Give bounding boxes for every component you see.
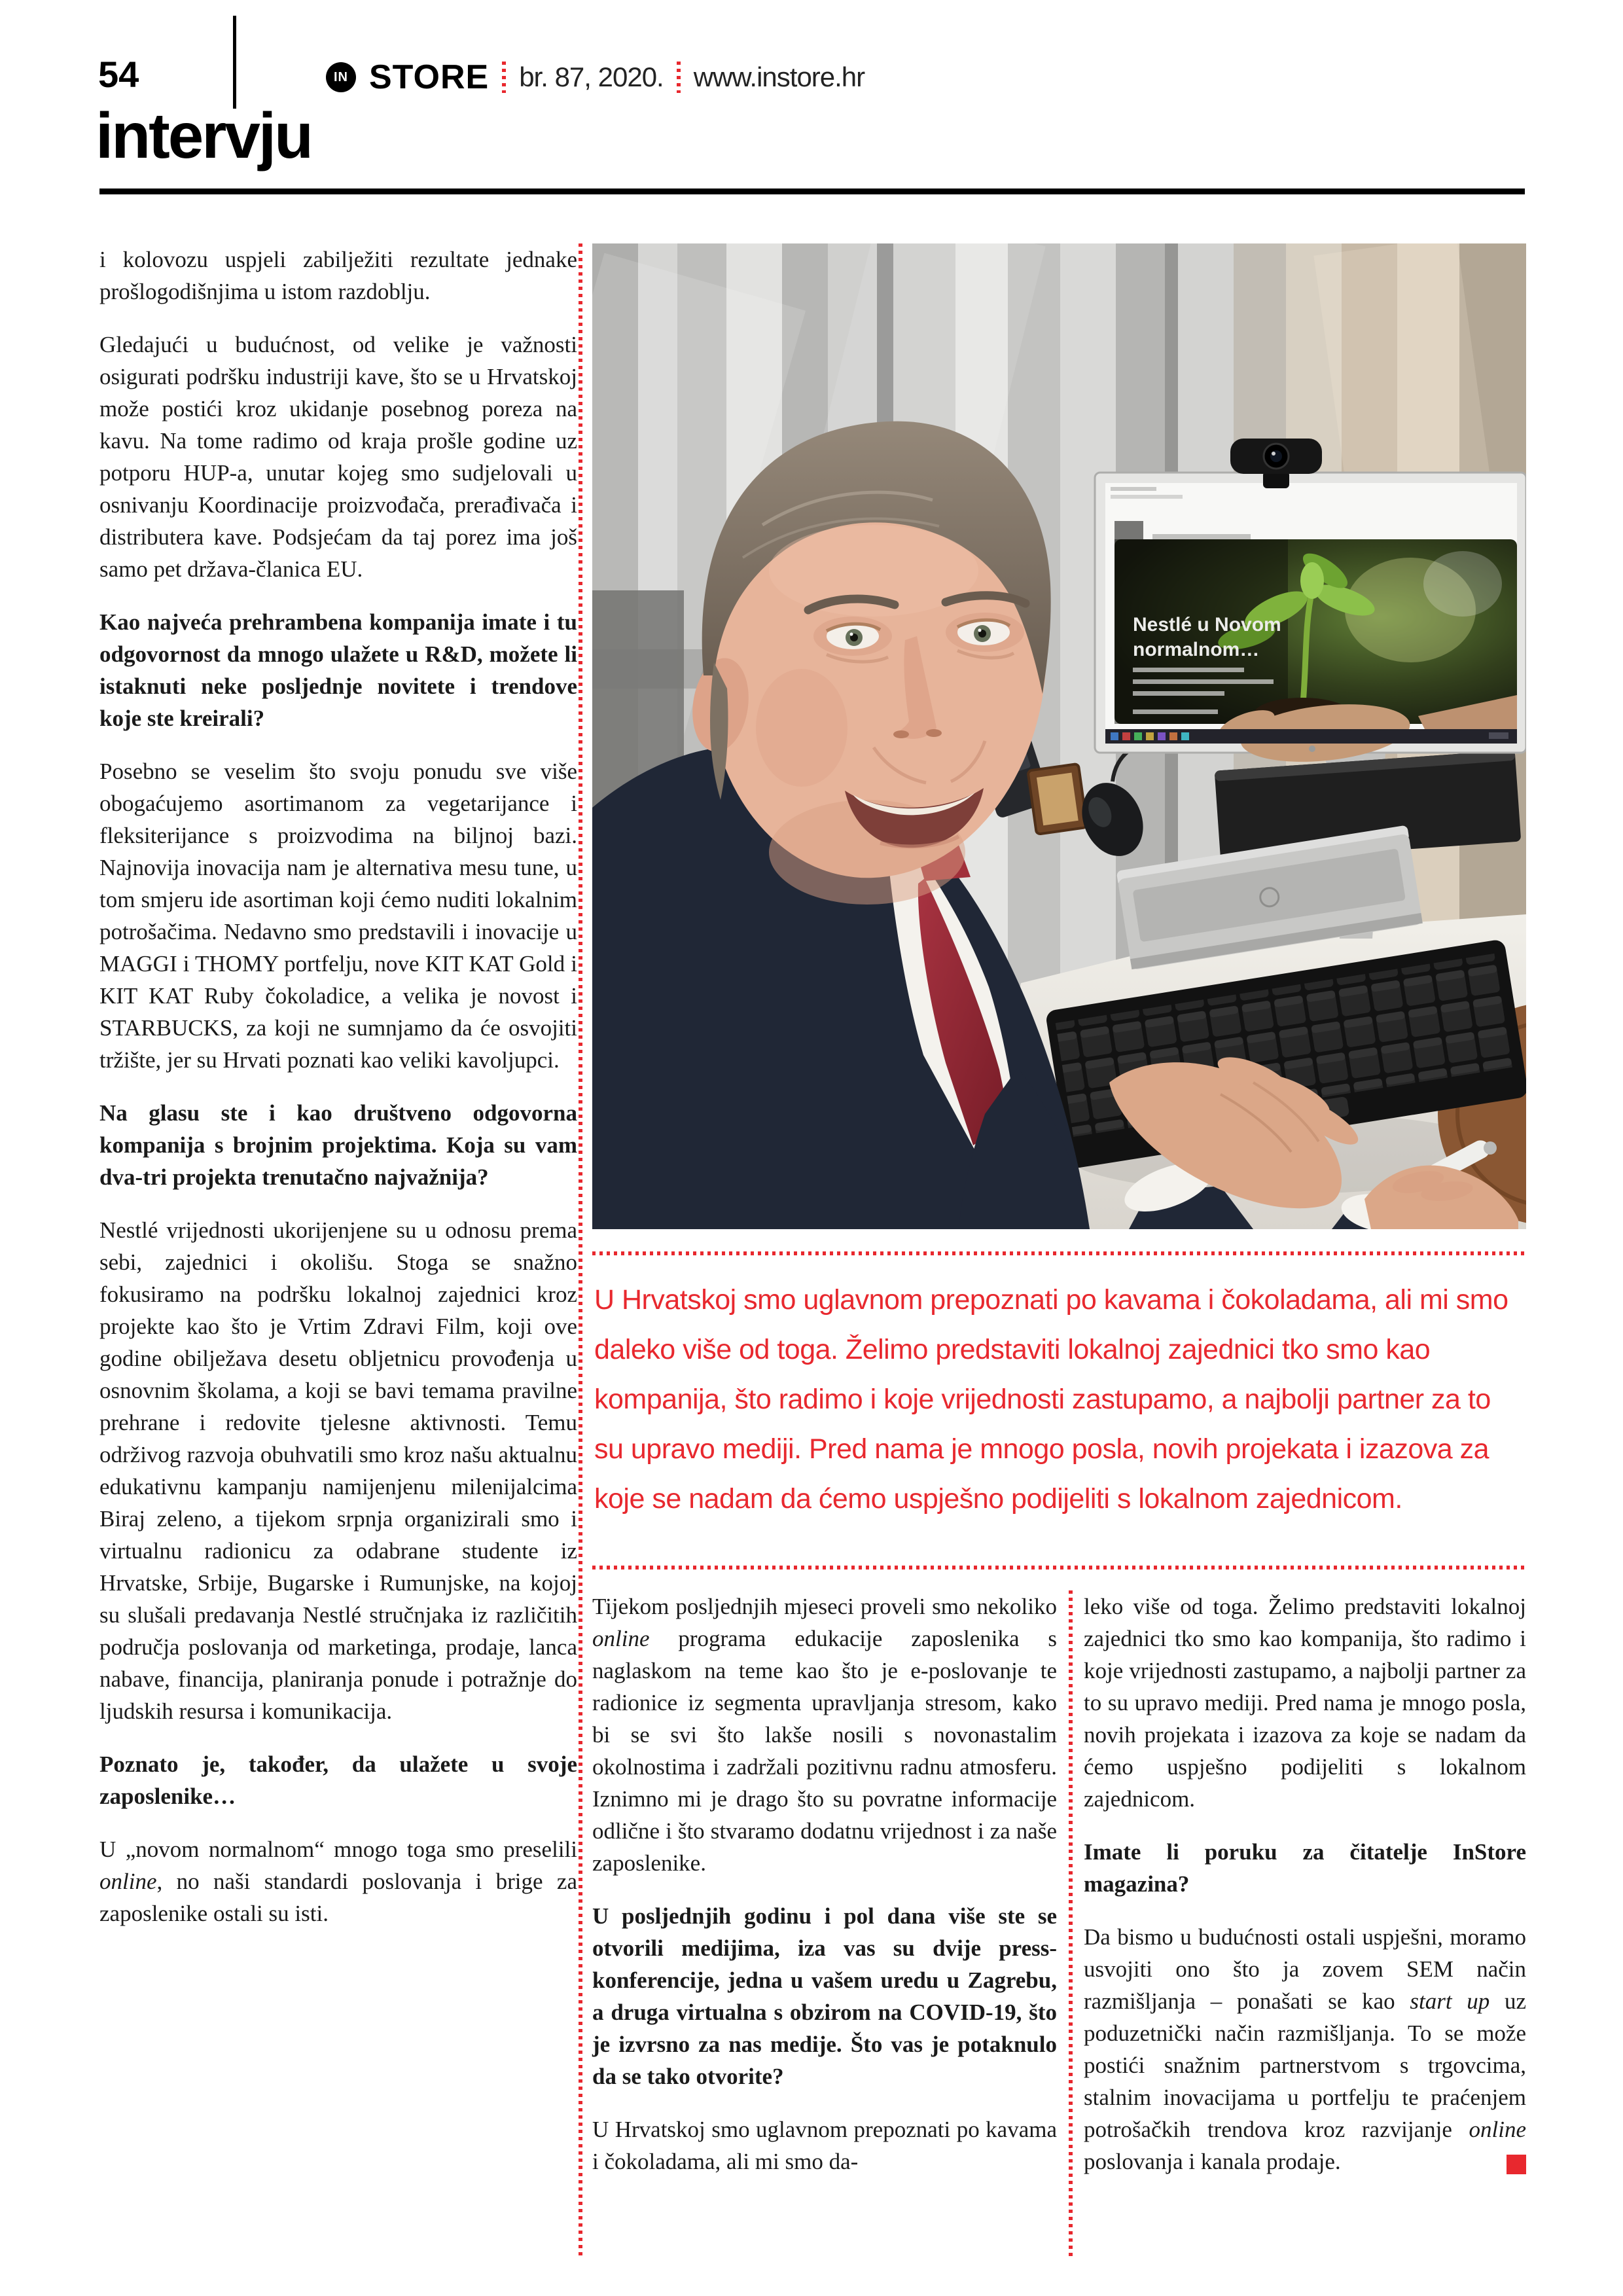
issue-number: br. 87, 2020.: [519, 62, 664, 92]
section-title: intervju: [96, 99, 312, 171]
paragraph: leko više od toga. Želimo predstaviti lokalnoj zajednici tko smo kao kompanija, što radimo i koje vrijednosti zastupamo, a najbolji partner za to su upravo mediji. Pred nama je mnogo posla, novih projekata i izazova za koje se nadam da ćemo uspješno podijeliti s lokalnom zajednicom.: [1084, 1594, 1526, 1812]
paragraph: i kolovozu uspjeli zabilježiti rezultate jednake prošlogodišnjima u istom razdoblju.: [99, 247, 577, 304]
paragraph: [1084, 1921, 1526, 2178]
question-paragraph: Kao najveća prehrambena kompanija imate i tu odgovornost da mnogo ulažete u R&D, možete li istaknuti neke posljednje novitete i trendove koje ste kreirali?: [99, 609, 577, 731]
column-separator: [579, 243, 582, 2258]
text-run-italic: online: [99, 1869, 157, 1894]
text-run: U „novom normalnom“ mnogo toga smo preselili: [99, 1837, 577, 1862]
question-paragraph: Na glasu ste i kao društveno odgovorna kompanija s brojnim projektima. Koja su vam dva-tri projekta trenutačno najvažnija?: [99, 1100, 577, 1190]
pull-quote: U Hrvatskoj smo uglavnom prepoznati po kavama i čokoladama, ali mi smo daleko više od toga. Želimo predstaviti lokalnoj zajednici tko smo kao kompanija, što radimo i koje vrijednosti zastupamo, a najbolji partner za to su upravo mediji. Pred nama je mnogo posla, novih projekata i izazova za koje se nadam da ćemo uspješno podijeliti s lokalnom zajednicom.: [594, 1284, 1508, 1515]
question-paragraph: U posljednjih godinu i pol dana više ste se otvorili medijima, iza vas su dvije press-konferencije, jedna u vašem uredu u Zagrebu, a druga virtualna s obzirom na COVID-19, što je izvrsno za nas medije. Što vas je potaknulo da se tako otvorite?: [592, 1903, 1057, 2089]
question-paragraph: Poznato je, također, da ulažete u svoje zaposlenike…: [99, 1751, 577, 1809]
website-url: www.instore.hr: [693, 62, 865, 92]
pull-quote-bottom-rule: [592, 1566, 1526, 1570]
monitor: [1095, 473, 1526, 769]
slide-title-line1: Nestlé u Novom: [1133, 614, 1281, 636]
pull-quote-top-rule: [592, 1251, 1526, 1255]
text-run-italic: online: [1469, 2117, 1526, 2142]
title-rule: [99, 188, 1525, 194]
logo-wordmark: STORE: [369, 58, 490, 96]
magazine-logo: [326, 58, 865, 97]
picture-frame: [1027, 764, 1087, 834]
paragraph: [99, 1833, 577, 1929]
instore-logo-icon: IN: [326, 62, 356, 92]
text-run: poslovanja i kanala prodaje.: [1084, 2149, 1341, 2174]
text-run-italic: start up: [1410, 1988, 1490, 2014]
paragraph: Gledajući u budućnost, od velike je važnosti osigurati podršku industriji kave, što se u Hrvatskoj može postići kroz ukidanje posebnog poreza na kavu. Na tome radimo od kraja prošle godine uz potporu HUP-a, unutar kojeg smo sudjelovali u osnivanju Koordinacije proizvođača, prerađivača i distributera kave. Podsjećam da taj porez ima još samo pet država-članica EU.: [99, 332, 577, 582]
dotted-separator: [677, 62, 681, 93]
header-vertical-rule: [233, 16, 236, 109]
text-run: Tijekom posljednjih mjeseci proveli smo nekoliko: [592, 1594, 1057, 1619]
paragraph: Nestlé vrijednosti ukorijenjene su u odnosu prema sebi, zajednici i okolišu. Stoga se snažno fokusiramo na podršku lokalnoj zajednici kroz projekte kao što je Vrtim Zdravi Film, koji ove godine obilježava desetu obljetnicu provođenja u osnovnim školama, a koji se bavi temama pravilne prehrane i redovite tjelesne aktivnosti. Temu održivog razvoja obuhvatili smo kroz našu aktualnu edukativnu kampanju namijenjenu milenijalcima Biraj zeleno, a tijekom srpnja organizirali smo i virtualnu radionicu za odabrane studente iz Hrvatske, Srbije, Bugarske i Rumunjske, na kojoj su slušali predavanja Nestlé stručnjaka iz različitih područja poslovanja od marketinga, prodaje, lanca nabave, financija, planiranja ponude i potražnje do ljudskih resursa i komunikacija.: [99, 1217, 577, 1724]
question-paragraph: Imate li poruku za čitatelje InStore magazina?: [1084, 1839, 1526, 1897]
text-run: uz poduzetnički način razmišljanja. To se može postići snažnim partnerstvom s trgovcima, stalnim inovacijama u portfelju te praćenjem potrošačkih trendova kroz razvijanje: [1084, 1988, 1526, 2142]
left-column: [99, 243, 577, 1950]
text-run-italic: online: [592, 1626, 650, 1651]
right-column: [1084, 1590, 1526, 2198]
interview-photo: [592, 243, 1526, 1229]
text-run: Da bismo u budućnosti ostali uspješni, moramo usvojiti ono što ja zovem SEM način razmišljanja – ponašati se kao: [1084, 1924, 1526, 2014]
article-end-mark: [1507, 2155, 1526, 2174]
slide-title-line2: normalnom…: [1133, 639, 1260, 660]
text-run: , no naši standardi poslovanja i brige za zaposlenike ostali su isti.: [99, 1869, 577, 1926]
paragraph: Posebno se veselim što svoju ponudu sve više obogaćujemo asortimanom za vegetarijance i fleksiterijance s proizvodima na biljnoj bazi. Najnovija inovacija nam je alternativa mesu tune, u tom smjeru ide asortiman koji ćemo nuditi lokalnim potrošačima. Nedavno smo predstavili i inovacije u MAGGI i THOMY portfelju, nove KIT KAT Gold i KIT KAT Ruby čokoladice, a velika je novost i STARBUCKS, za koji ne sumnjamo da će osvojiti tržište, jer su Hrvati poznati kao veliki kavoljupci.: [99, 759, 577, 1073]
dotted-separator: [502, 62, 506, 93]
paragraph: U Hrvatskoj smo uglavnom prepoznati po kavama i čokoladama, ali mi smo da-: [592, 2117, 1057, 2174]
page-number: 54: [98, 54, 139, 95]
text-run: programa edukacije zaposlenika s naglaskom na teme kao što je e-poslovanje te radionice iz segmenta upravljanja stresom, kako bi se svi što lakše nosili s novonastalim okolnostima i zadržali pozitivnu radnu atmosferu. Iznimno mi je drago što su povratne informacije odlične i što stvaramo dodatnu vrijednost i za naše zaposlenike.: [592, 1626, 1057, 1876]
paragraph: [592, 1590, 1057, 1879]
middle-column: [592, 1590, 1057, 2198]
taskbar: [1105, 729, 1517, 744]
column-separator: [1069, 1590, 1073, 2259]
